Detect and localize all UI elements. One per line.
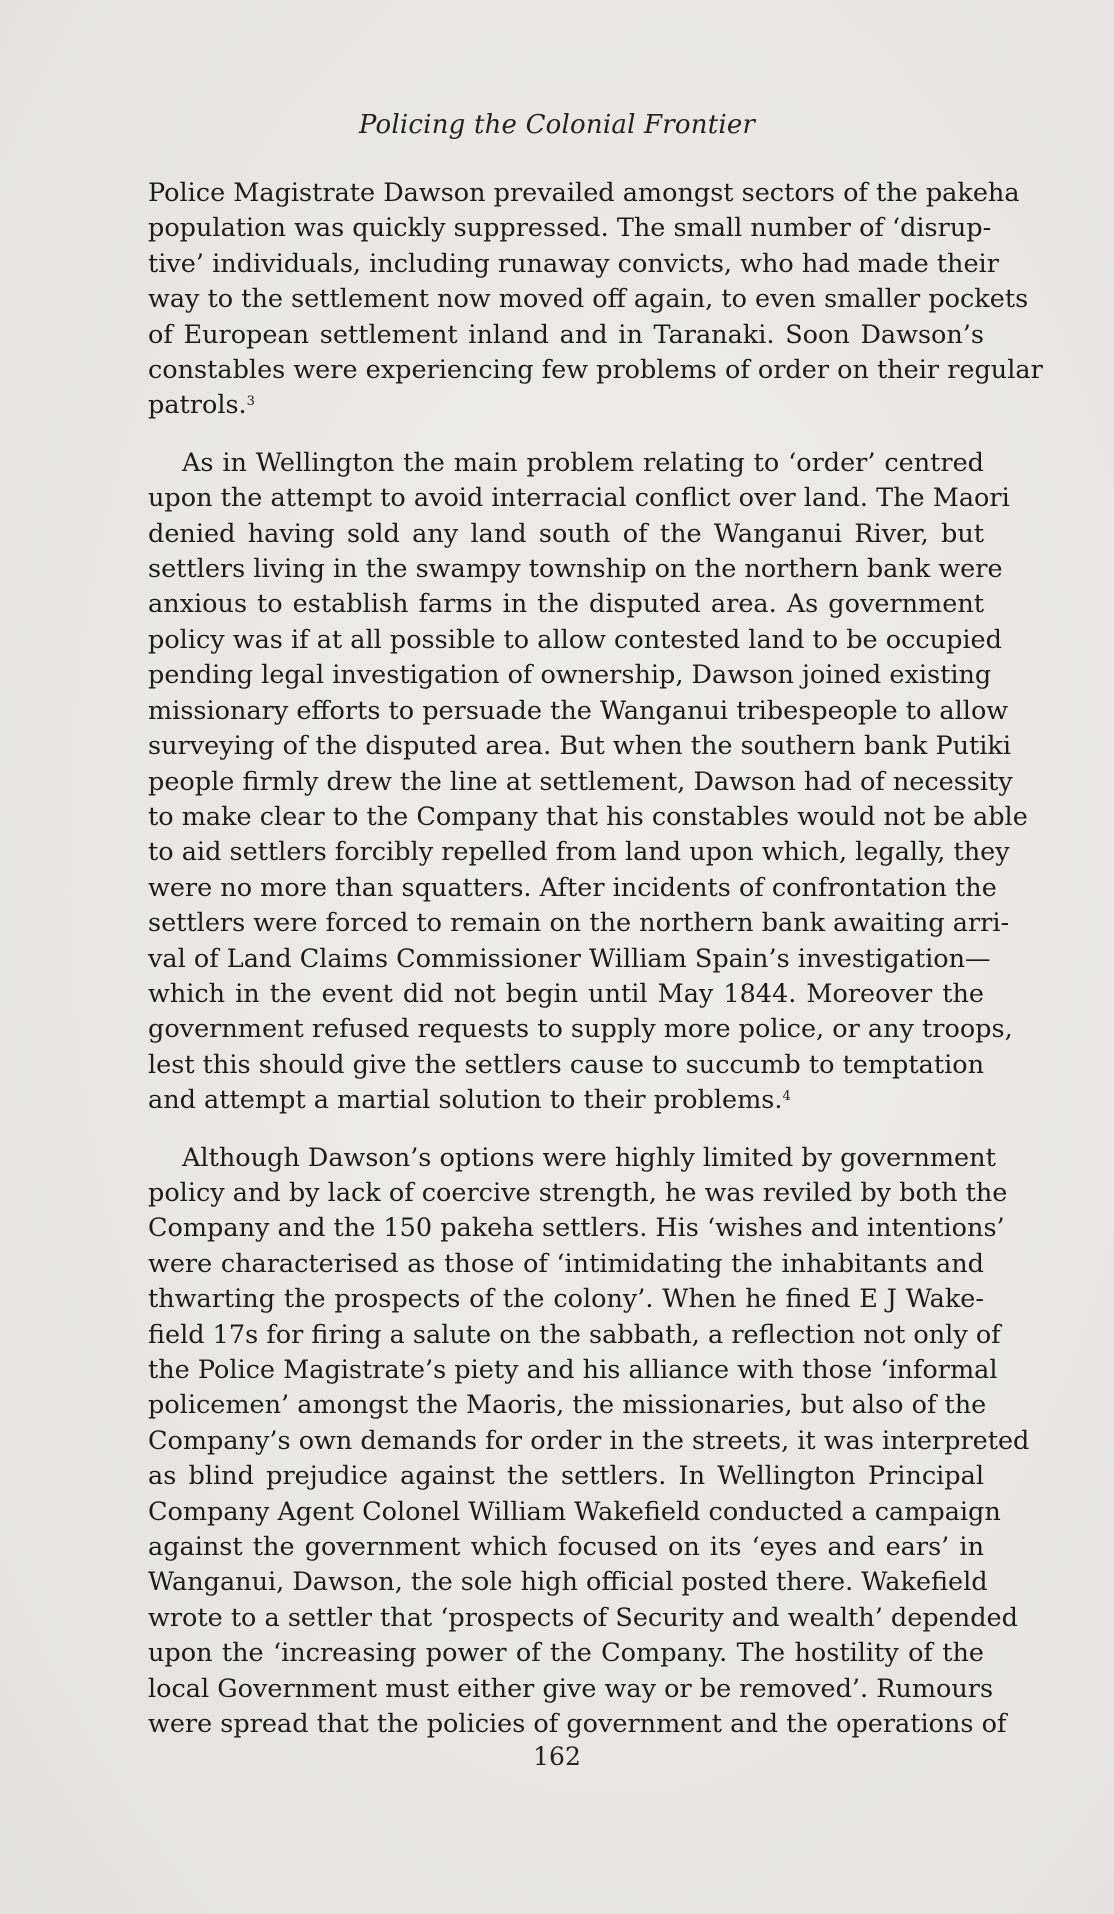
text-line: which in the event did not begin until May 1844. Moreover the — [148, 978, 984, 1009]
text-line: anxious to establish farms in the disputed area. As government — [148, 589, 984, 620]
text-line: local Government must either give way or be removed’. Rumours — [148, 1673, 994, 1704]
text-line: policemen’ amongst the Maoris, the missionaries, but also of the — [148, 1390, 987, 1421]
paragraph-3 — [148, 1141, 1030, 1743]
text-line: lest this should give the settlers cause to succumb to temptation — [148, 1049, 984, 1080]
text-line: population was quickly suppressed. The small number of ‘disrup- — [148, 213, 992, 244]
text-line: Although Dawson’s options were highly limited by government — [182, 1142, 996, 1173]
text-line: upon the attempt to avoid interracial conflict over land. The Maori — [148, 483, 1010, 514]
text-line: of European settlement inland and in Taranaki. Soon Dawson’s — [148, 319, 984, 350]
text-line: to aid settlers forcibly repelled from land upon which, legally, they — [148, 837, 1010, 868]
text-line: upon the ‘increasing power of the Company. The hostility of the — [148, 1638, 984, 1669]
text-line: denied having sold any land south of the Wanganui River, but — [148, 518, 984, 549]
text-line: Police Magistrate Dawson prevailed amongst sectors of the pakeha — [148, 178, 1020, 208]
text-line: policy was if at all possible to allow contested land to be occupied — [148, 624, 1002, 655]
text-line: settlers were forced to remain on the northern bank awaiting arri- — [148, 908, 1010, 939]
text-line: were spread that the policies of government and the operations of — [148, 1709, 1007, 1740]
text-line: field 17s for firing a salute on the sabbath, a reflection not only of — [148, 1319, 1001, 1350]
text-line: constables were experiencing few problems of order on their regular — [148, 355, 1043, 386]
footnote-marker: 3 — [246, 394, 255, 410]
text-line: wrote to a settler that ‘prospects of Security and wealth’ depended — [148, 1602, 1018, 1633]
text-line: to make clear to the Company that his constables would not be able — [148, 801, 1028, 832]
text-line: pending legal investigation of ownership, Dawson joined existing — [148, 660, 992, 691]
text-line: people firmly drew the line at settlement, Dawson had of necessity — [148, 766, 1013, 797]
text-line: against the government which focused on its ‘eyes and ears’ in — [148, 1532, 984, 1563]
text-line: settlers living in the swampy township on the northern bank were — [148, 554, 1003, 585]
page-number: 162 — [533, 1742, 581, 1771]
text-line: as blind prejudice against the settlers. In Wellington Principal — [148, 1461, 984, 1492]
text-line: Company and the 150 pakeha settlers. His ‘wishes and intentions’ — [148, 1213, 1005, 1244]
text-line: the Police Magistrate’s piety and his alliance with those ‘informal — [148, 1355, 998, 1385]
text-line: Wanganui, Dawson, the sole high official posted there. Wakefield — [148, 1567, 988, 1598]
text-line: and attempt a martial solution to their problems.$^4$ — [148, 1085, 791, 1116]
text-line: policy and by lack of coercive strength, he was reviled by both the — [148, 1177, 1008, 1208]
text-line: Company’s own demands for order in the streets, it was interpreted — [148, 1425, 1030, 1456]
text-line: government refused requests to supply more police, or any troops, — [148, 1014, 1013, 1045]
text-line: tive’ individuals, including runaway convicts, who had made their — [148, 248, 999, 279]
running-head: Policing the Colonial Frontier — [358, 110, 756, 140]
paragraph-1 — [148, 176, 1043, 424]
text-line: val of Land Claims Commissioner William Spain’s investigation— — [148, 943, 991, 974]
text-line: patrols.$^3$ — [148, 390, 255, 421]
body-text — [148, 176, 1043, 1742]
text-line: As in Wellington the main problem relating to ‘order’ centred — [182, 447, 984, 478]
text-line: were characterised as those of ‘intimidating the inhabitants and — [148, 1248, 984, 1279]
text-line: surveying of the disputed area. But when the southern bank Putiki — [148, 731, 1012, 762]
paragraph-2 — [148, 446, 1028, 1119]
text-line: way to the settlement now moved off again, to even smaller pockets — [148, 284, 1029, 315]
text-line: missionary efforts to persuade the Wanganui tribespeople to allow — [148, 695, 1009, 726]
text-line: were no more than squatters. After incidents of confrontation the — [148, 872, 997, 903]
text-line: Company Agent Colonel William Wakefield conducted a campaign — [148, 1496, 1001, 1527]
text-line: thwarting the prospects of the colony’. When he fined E J Wake- — [148, 1284, 984, 1315]
footnote-marker: 4 — [782, 1089, 791, 1105]
